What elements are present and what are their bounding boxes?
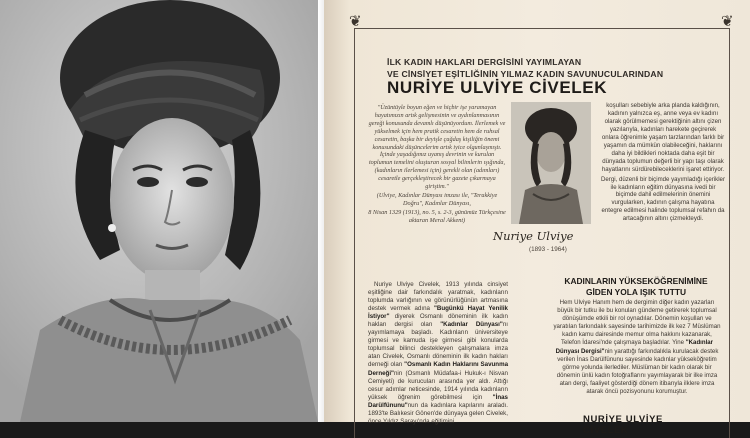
body-text: nin (Osmanlı Müdafaa-i Hukuk-ı Nisvan Cemiyeti) de kurucuları arasında yer aldı. Attığı cesur adımlar neticesinde, 1914 yılında kadınların yüksek öğrenim görebilmesi için — [368, 369, 508, 401]
article-kicker — [387, 56, 707, 80]
body-text: Hem Ulviye Hanım hem de dergimin diğer kadın yazarları büyük bir tutku ile bu konuları gündeme getirerek toplumsal dönüşümde etkili bir rol oynadılar. Dönemin koşulları ve yaratılan farkındalık sayesinde tarihimizde ilk kez 7 Müslüman kadın kamu dairesinde memur olma hakkını kazanarak, Telefon İdaresi'nde çalışmaya başladılar. Yine — [553, 299, 721, 347]
body-text: Nuriye Ulviye Civelek, 1913 yılında cinsiyet eşitliğine dair farkındalık yaratmak, kadınların toplumda varlığının ve görünürlüğünün artmasına destek vermek adına — [368, 281, 508, 313]
historic-portrait-photo — [0, 0, 318, 422]
body-bold: "Bugünkü Hayat Yenilik İstiyor" — [368, 305, 509, 321]
quote-date: 8 Nisan 1329 (1913), no. 5, s. 2-3, günümüz Türkçesine aktaran Meral Akkent) — [368, 208, 506, 224]
inset-portrait-image — [511, 102, 591, 224]
right-body-column — [601, 102, 725, 225]
inset-portrait-photo — [511, 102, 591, 224]
body-bold: "Kadınlar Dünyası" — [440, 321, 503, 329]
body-bold: "Osmanlı Kadın Haklarını Savunma Derneği" — [368, 361, 509, 377]
kicker-line-1: İLK KADIN HAKLARI DERGİSİNİ YAYIMLAYAN — [387, 57, 582, 67]
article-headline: NURİYE ULVİYE CİVELEK — [387, 78, 608, 97]
right-paragraph-2: Dergi, düzenli bir biçimde yayımladığı içerikler ile kadınların eğitim dünyasına ivedi bir biçimde dahil edilmelerinin önemini vurgularken, kadının çalışma hayatına entegre edilmesi halinde toplumsal refahın da artacağının altını çizmekteydi. — [601, 175, 725, 223]
lower-body-column — [552, 299, 722, 396]
right-paragraph-1: koşulları sebebiyle arka planda kaldığının, kadının yalnızca eş, anne veya ev kadını olarak görülmemesi gerektiğinin altını çizen yazılarıyla, kadınları harekete geçirerek onlara öğrenimle yaşam tarzlarından farklı bir yaşamın da mümkün olabileceğini, haklarını daha iyi bildikleri noktada daha eşit bir dünyada toplumun değerli bir yapı taşı olarak hayatlarını sürdürebileceklerini işaret ettiriyor. — [601, 102, 725, 173]
signature: Nuriye Ulviye — [493, 229, 574, 243]
body-text: nin yarattığı farkındalıkla kurulacak destek verilen İnas Darülfünunu sayesinde kadınlar yükseköğretim görme yolunda ilerlediler. Müslüman bir kadın olarak bir dönemin ünlü kadın fotoğraflarını yayımlayarak bir ilke imza atan dergi, faaliyet gösterdiği dönem itibarıyla ilklere imza atarak öncü pozisyonunu korumuştur. — [556, 347, 719, 396]
kicker-line-2: VE CİNSİYET EŞİTLİĞİNİN YILMAZ KADIN SAVUNUCULARINDAN — [387, 69, 664, 79]
body-text: nı yayımlamaya başladı. Kadınların üniversiteye girmesi ve kamuda işe girmesi gibi konularda toplumsal bilinci destekleyen çalışmalara imza atan Civelek, Osmanlı döneminin ilk kadın hakları derneği olan — [368, 321, 508, 369]
left-body-column — [368, 281, 508, 426]
section-subheading — [556, 276, 716, 297]
body-text: 1893'te Balıkesir Gönen'de dünyaya gelen Civelek, önce Yıldız Sarayı'nda eğitimini — [368, 409, 508, 425]
corner-ornament-left-icon: ❦ — [349, 12, 362, 30]
cutoff-heading: NURİYE ULVİYE CİVELEK — [583, 414, 663, 436]
body-bold: "İnas Darülfünunu" — [368, 393, 508, 409]
body-text: diyerek Osmanlı döneminin ilk kadın hakları dergisi olan — [368, 313, 508, 329]
subhead-line-1: KADINLARIN YÜKSEKÖĞRENİMİNE — [564, 276, 708, 286]
quote-column — [368, 104, 506, 226]
quote-source: (Ulviye, Kadınlar Dünyası imzası ile, "Terakkiye Doğru", Kadınlar Dünyası, — [376, 191, 498, 207]
corner-ornament-right-icon: ❦ — [721, 12, 734, 30]
life-dates: (1893 - 1964) — [529, 246, 567, 253]
body-bold: "Kadınlar Dünyası Dergisi" — [555, 339, 714, 355]
subhead-line-2: GİDEN YOLA IŞIK TUTTU — [585, 286, 687, 297]
body-text: nun da kadınlara kapılarını araladı. — [407, 401, 508, 409]
woman-portrait-image — [0, 0, 318, 422]
magazine-page — [324, 0, 750, 436]
quote-text: "Üzüntüyle boyun eğen ve hiçbir işe yaramayan hayatımızın artık gelişmesinin ve aydınlanmasının gereği konusunda devamlı düşünüyordum. İlerlemek ve yükselmek için hem pratik cesaretin hem de ruhsal cesaretin, başka bir deyişle çağdaş kişiliğin önemi konusundaki düşüncelerim artık iyice olgunlaşmıştı. İçinde yaşadığımız uyanış devrinin ve kurulan toplumun temelini oluşturan sosyal bilimlerin ışığında, (kadınların ilerlemesi için) gerekli olan (adımları) cesaretle gerçekleştirecek bir gazete çıkarmaya giriştim." — [368, 104, 506, 191]
